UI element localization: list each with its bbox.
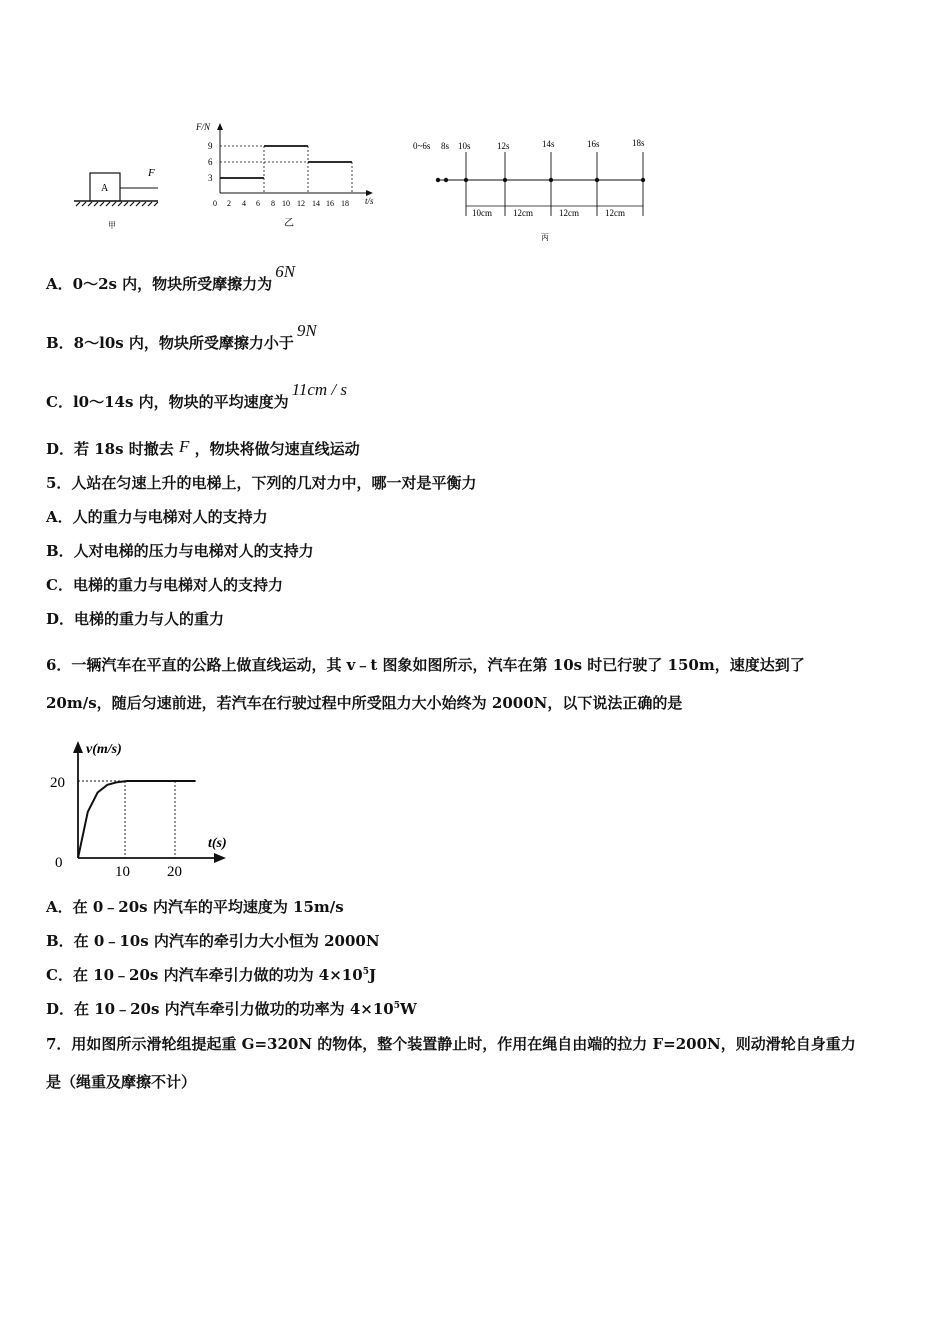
option-text: C．l0～14s 内，物块的平均速度为 (46, 393, 289, 411)
dashed-guides (78, 781, 175, 858)
q4-option-d (46, 438, 360, 459)
x-tick: 0 (213, 199, 217, 208)
exponent: 5 (393, 1001, 401, 1011)
q7-stem-line1: 7．用如图所示滑轮组提起重 G=320N 的物体，整个装置静止时，作用在绳自由端的拉力 F=200N，则动滑轮自身重力 (46, 1035, 856, 1053)
x-tick: 14 (312, 199, 320, 208)
x-tick-10: 10 (115, 864, 130, 880)
origin-label: 0 (55, 855, 63, 871)
time-label: 16s (587, 139, 600, 149)
q6-stem-line2: 20m/s，随后匀速前进，若汽车在行驶过程中所受阻力大小始终为 2000N，以下说法正确的是 (46, 694, 683, 712)
q6-option-c (46, 964, 376, 985)
distance-label: 12cm (513, 208, 533, 218)
x-tick: 16 (326, 199, 334, 208)
figure-bing (410, 130, 660, 245)
time-label: 10s (458, 141, 471, 151)
distance-label: 12cm (605, 208, 625, 218)
time-label: 0~6s (413, 141, 431, 151)
figure-yi (192, 118, 392, 233)
x-axis-label: t(s) (208, 836, 227, 851)
option-text: C．在 10﹣20s 内汽车牵引力做的功为 4×10 (46, 966, 363, 984)
q4-option-b (46, 321, 317, 353)
time-label: 18s (632, 138, 645, 148)
x-axis-arrow (214, 853, 226, 863)
velocity-curve (78, 781, 196, 858)
y-axis-arrow (217, 123, 223, 130)
q6-stem-line1: 6．一辆汽车在平直的公路上做直线运动，其 v﹣t 图象如图所示，汽车在第 10s 时已行驶了 150m，速度达到了 (46, 656, 805, 674)
math-value: 11cm / s (291, 380, 348, 399)
x-tick: 18 (341, 199, 349, 208)
time-labels (413, 138, 645, 151)
block-a-label: A (101, 183, 109, 194)
x-tick: 8 (271, 199, 275, 208)
exponent: 5 (362, 967, 369, 977)
force-label: F (148, 167, 155, 179)
x-tick: 2 (227, 199, 231, 208)
x-axis-label: t/s (365, 196, 374, 206)
x-tick-20: 20 (167, 864, 182, 880)
fig-yi-caption: 乙 (284, 218, 294, 229)
figure-jia (70, 160, 170, 235)
q7-stem-line2: 是（绳重及摩擦不计） (46, 1073, 197, 1091)
distance-labels (472, 208, 625, 218)
x-tick: 6 (256, 199, 260, 208)
distance-label: 10cm (472, 208, 492, 218)
y-axis-arrow (73, 741, 83, 753)
dashed-guides (220, 146, 352, 193)
math-value: F (179, 437, 190, 456)
y-axis-label: v(m/s) (86, 742, 122, 757)
q5-stem: 5．人站在匀速上升的电梯上，下列的几对力中，哪一对是平衡力 (46, 474, 477, 492)
math-value: 9N (296, 321, 317, 340)
time-label: 8s (441, 141, 450, 151)
y-tick-3: 3 (208, 173, 213, 183)
x-tick: 4 (242, 199, 246, 208)
option-text: D．若 18s 时撤去 (46, 440, 174, 458)
q4-option-c (46, 380, 348, 412)
y-tick-20: 20 (50, 775, 65, 791)
q6-option-a: A．在 0﹣20s 内汽车的平均速度为 15m/s (46, 898, 344, 916)
option-text: D．在 10﹣20s 内汽车牵引力做功的功率为 4×10 (46, 1000, 394, 1018)
y-axis-label: F/N (196, 122, 211, 132)
q5-option-c: C．电梯的重力与电梯对人的支持力 (46, 576, 283, 594)
q5-option-a: A．人的重力与电梯对人的支持力 (46, 508, 268, 526)
y-tick-6: 6 (208, 157, 213, 167)
x-ticks (213, 199, 349, 208)
distance-label: 12cm (559, 208, 579, 218)
fig-bing-caption: 丙 (541, 233, 549, 242)
fig-jia-caption: 甲 (108, 221, 116, 230)
option-unit: J (368, 966, 377, 984)
option-text: A．0～2s 内，物块所受摩擦力为 (46, 275, 273, 293)
q5-option-d: D．电梯的重力与人的重力 (46, 610, 225, 628)
x-tick: 10 (282, 199, 290, 208)
option-text: B．8～l0s 内，物块所受摩擦力小于 (46, 334, 294, 352)
q6-option-d (46, 998, 417, 1019)
math-value: 6N (275, 262, 296, 281)
time-label: 14s (542, 139, 555, 149)
q6-vt-graph (40, 735, 240, 885)
y-tick-9: 9 (208, 141, 213, 151)
q6-option-b: B．在 0﹣10s 内汽车的牵引力大小恒为 2000N (46, 932, 380, 950)
q5-option-b: B．人对电梯的压力与电梯对人的支持力 (46, 542, 314, 560)
option-text: ，物块将做匀速直线运动 (194, 440, 360, 458)
time-label: 12s (497, 141, 510, 151)
q4-option-a (46, 262, 296, 294)
x-tick: 12 (297, 199, 305, 208)
option-unit: W (400, 1000, 417, 1018)
ground-hatching (76, 202, 158, 206)
